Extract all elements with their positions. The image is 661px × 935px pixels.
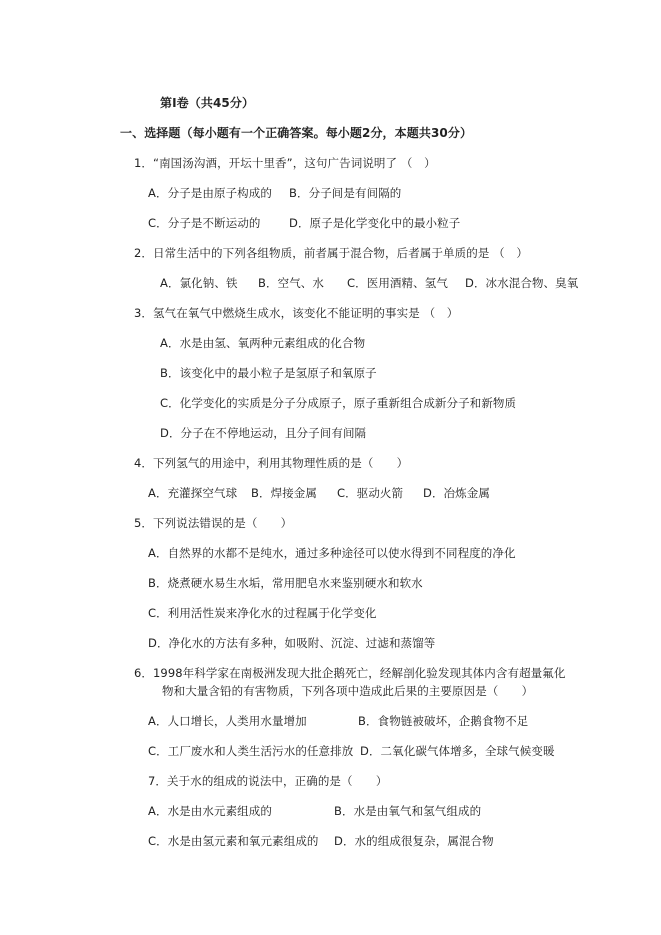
question-2-option-d[interactable]: D．冰水混合物、臭氧: [465, 276, 579, 290]
section-title: 一、选择题（每小题有一个正确答案。每小题2分，本题共30分）: [120, 126, 473, 140]
question-1-option-b[interactable]: B．分子间是有间隔的: [289, 186, 402, 200]
question-5-option-d[interactable]: D．净化水的方法有多种，如吸附、沉淀、过滤和蒸馏等: [148, 636, 436, 650]
question-3-option-c[interactable]: C．化学变化的实质是分子分成原子，原子重新组合成新分子和新物质: [160, 396, 517, 410]
question-6-option-d[interactable]: D．二氧化碳气体增多，全球气候变暖: [360, 744, 555, 758]
question-4-options: [148, 485, 490, 501]
question-7-option-c[interactable]: C．水是由氢元素和氧元素组成的: [148, 834, 319, 848]
question-7-option-b[interactable]: B．水是由氧气和氢气组成的: [334, 804, 482, 818]
question-4-stem: 4．下列氢气的用途中，利用其物理性质的是（ ）: [134, 456, 409, 470]
question-5-option-c[interactable]: C．利用活性炭来净化水的过程属于化学变化: [148, 606, 377, 620]
question-6-stem-line1: 6．1998年科学家在南极洲发现大批企鹅死亡，经解剖化验发现其体内含有超量氟化: [134, 666, 566, 680]
question-2-option-a[interactable]: A．氯化钠、铁: [160, 276, 238, 290]
question-2-stem: 2．日常生活中的下列各组物质，前者属于混合物，后者属于单质的是 （ ）: [134, 246, 528, 260]
question-3-option-d[interactable]: D．分子在不停地运动，且分子间有间隔: [160, 426, 367, 440]
question-6-option-c[interactable]: C．工厂废水和人类生活污水的任意排放: [148, 744, 354, 758]
question-6-options-row2: [148, 743, 555, 759]
question-4-option-a[interactable]: A．充灌探空气球: [148, 486, 238, 500]
question-7-stem: 7．关于水的组成的说法中，正确的是（ ）: [148, 774, 388, 788]
question-5-stem: 5．下列说法错误的是（ ）: [134, 516, 293, 530]
question-1-option-d[interactable]: D．原子是化学变化中的最小粒子: [289, 216, 461, 230]
question-6-options-row1: [148, 713, 528, 729]
question-1-option-a[interactable]: A．分子是由原子构成的: [148, 186, 272, 200]
question-6-stem-line2: 物和大量含铅的有害物质，下列各项中造成此后果的主要原因是（ ）: [162, 684, 534, 698]
question-3-stem: 3．氢气在氧气中燃烧生成水，该变化不能证明的事实是 （ ）: [134, 306, 459, 320]
question-5-option-a[interactable]: A．自然界的水都不是纯水，通过多种途径可以使水得到不同程度的净化: [148, 546, 516, 560]
question-2-option-b[interactable]: B．空气、水: [258, 276, 324, 290]
question-1-stem: 1．“南国汤沟酒，开坛十里香”，这句广告词说明了 （ ）: [134, 156, 436, 170]
question-7-option-d[interactable]: D．水的组成很复杂，属混合物: [334, 834, 494, 848]
question-4-option-c[interactable]: C．驱动火箭: [337, 486, 404, 500]
question-2-option-c[interactable]: C．医用酒精、氢气: [347, 276, 448, 290]
question-1-option-c[interactable]: C．分子是不断运动的: [148, 216, 261, 230]
question-6-option-b[interactable]: B．食物链被破坏，企鹅食物不足: [358, 714, 529, 728]
question-1-options-row1: [148, 185, 401, 201]
question-4-option-d[interactable]: D．冶炼金属: [423, 486, 490, 500]
question-7-options-row2: [148, 833, 494, 849]
question-5-option-b[interactable]: B．烧煮硬水易生水垢，常用肥皂水来鉴别硬水和软水: [148, 576, 423, 590]
part-title: 第Ⅰ卷（共45分）: [160, 96, 255, 110]
question-7-option-a[interactable]: A．水是由水元素组成的: [148, 804, 272, 818]
question-3-option-b[interactable]: B．该变化中的最小粒子是氢原子和氧原子: [160, 366, 377, 380]
question-6-option-a[interactable]: A．人口增长，人类用水量增加: [148, 714, 307, 728]
question-3-option-a[interactable]: A．水是由氢、氧两种元素组成的化合物: [160, 336, 366, 350]
question-2-options: [160, 275, 578, 291]
question-1-options-row2: [148, 215, 460, 231]
question-4-option-b[interactable]: B．焊接金属: [251, 486, 317, 500]
question-7-options-row1: [148, 803, 481, 819]
